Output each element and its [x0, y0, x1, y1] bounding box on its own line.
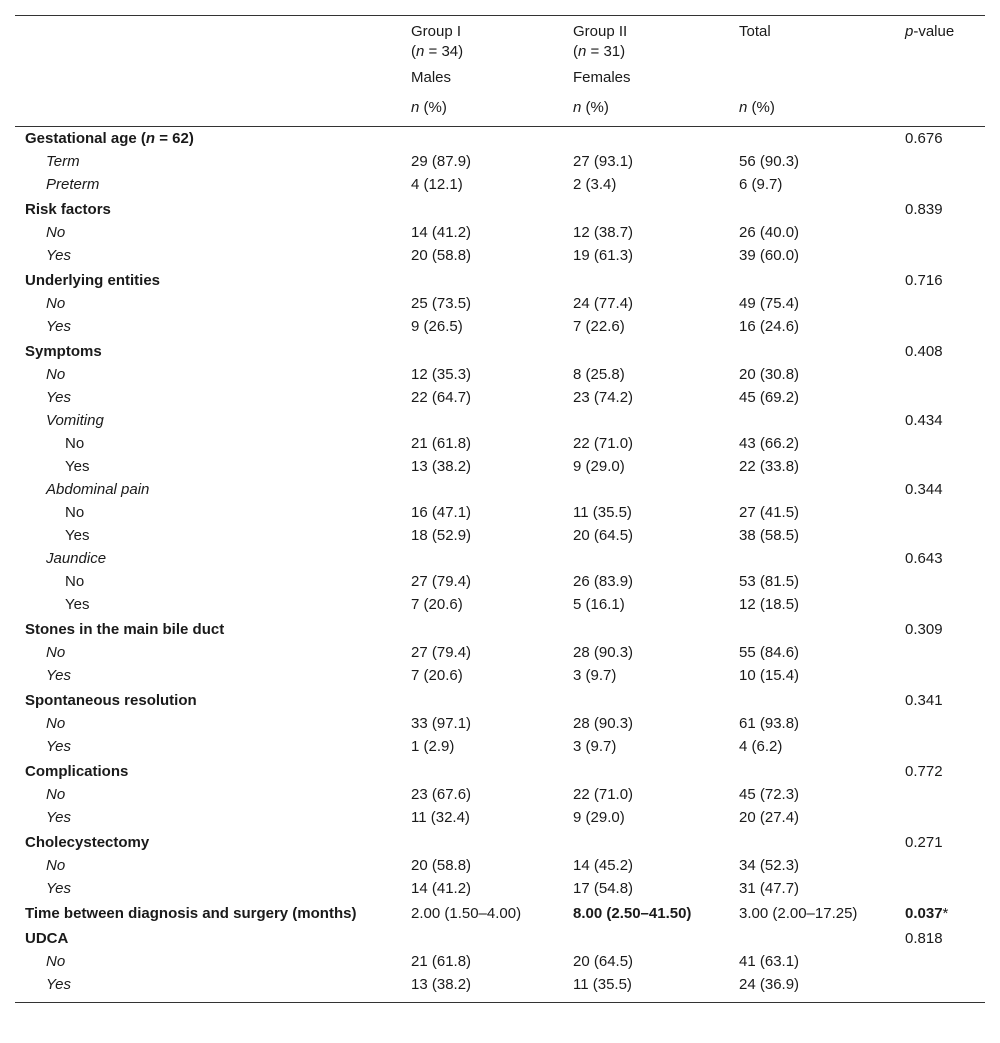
table-cell: 0.408	[905, 343, 943, 360]
table-cell: 18 (52.9)	[411, 527, 472, 544]
table-cell	[563, 411, 729, 434]
table-cell: 2 (3.4)	[573, 176, 617, 193]
header-group2: Group II (n = 31)	[563, 16, 729, 69]
table-cell	[401, 480, 563, 503]
table-cell: 12 (38.7)	[573, 224, 634, 241]
table-cell	[729, 127, 895, 153]
table-body	[15, 127, 985, 1003]
table-cell	[895, 434, 985, 457]
table-cell: Yes	[65, 527, 90, 544]
table-row	[15, 526, 985, 549]
table-row	[15, 666, 985, 689]
table-cell: 14 (41.2)	[411, 224, 472, 241]
table-cell	[729, 831, 895, 856]
table-cell: 13 (38.2)	[401, 975, 563, 1003]
table-cell	[563, 618, 729, 643]
table-cell	[729, 549, 895, 572]
header-group1: Group I (n = 34)	[401, 16, 563, 69]
header-group1-sub: Males	[411, 69, 452, 86]
table-cell: 26 (83.9)	[573, 573, 634, 590]
table-cell: 7 (20.6)	[411, 596, 463, 613]
header-group1-unit: n (%)	[401, 98, 563, 127]
table-header	[15, 16, 985, 127]
table-cell	[729, 689, 895, 714]
table-row	[15, 434, 985, 457]
table-row	[15, 223, 985, 246]
table-cell: 8.00 (2.50–41.50)	[573, 905, 692, 922]
table-cell: 17 (54.8)	[573, 880, 634, 897]
table-cell: Abdominal pain	[46, 481, 150, 498]
table-row	[15, 689, 985, 714]
table-cell: 16 (47.1)	[411, 504, 472, 521]
table-cell: 41 (63.1)	[739, 953, 800, 970]
table-row	[15, 952, 985, 975]
table-cell: Yes	[46, 318, 72, 335]
table-cell: 53 (81.5)	[739, 573, 800, 590]
data-table	[15, 15, 985, 1003]
table-row	[15, 198, 985, 223]
table-cell	[895, 317, 985, 340]
table-row	[15, 480, 985, 503]
table-cell: 28 (90.3)	[573, 715, 634, 732]
table-cell: 20 (64.5)	[573, 527, 634, 544]
header-pvalue: p-value	[895, 16, 985, 69]
table-cell: No	[46, 224, 66, 241]
table-cell: Time between diagnosis and surgery (months)	[25, 905, 357, 922]
table-cell: 12 (18.5)	[739, 596, 800, 613]
table-cell: Symptoms	[25, 343, 102, 360]
table-row	[15, 737, 985, 760]
table-row	[15, 340, 985, 365]
table-cell: 21 (61.8)	[411, 435, 472, 452]
table-cell: 19 (61.3)	[573, 247, 634, 264]
table-cell	[401, 549, 563, 572]
table-cell: Term	[46, 153, 80, 170]
table-cell: 9 (29.0)	[573, 809, 625, 826]
table-cell: 3 (9.7)	[573, 667, 617, 684]
table-cell	[895, 503, 985, 526]
table-row	[15, 714, 985, 737]
table-cell: 43 (66.2)	[739, 435, 800, 452]
header-group2-sub: Females	[573, 69, 631, 86]
table-cell: Yes	[65, 596, 90, 613]
table-cell	[895, 246, 985, 269]
table-cell: 0.434	[905, 412, 943, 429]
table-cell	[729, 480, 895, 503]
table-cell	[729, 760, 895, 785]
table-row	[15, 317, 985, 340]
table-cell: 14 (41.2)	[411, 880, 472, 897]
table-row	[15, 808, 985, 831]
table-cell	[729, 340, 895, 365]
table-cell: 28 (90.3)	[573, 644, 634, 661]
table-cell: 27 (41.5)	[739, 504, 800, 521]
table-cell: Risk factors	[25, 201, 111, 218]
table-cell: Underlying entities	[25, 272, 161, 289]
table-cell	[729, 618, 895, 643]
table-cell: 20 (30.8)	[739, 366, 800, 383]
table-cell: 9 (26.5)	[411, 318, 463, 335]
table-cell: 9 (29.0)	[573, 458, 625, 475]
table-row	[15, 503, 985, 526]
table-cell: 0.716	[905, 272, 943, 289]
table-cell	[895, 785, 985, 808]
table-cell: UDCA	[25, 930, 69, 947]
table-cell	[401, 927, 563, 952]
table-cell: 29 (87.9)	[411, 153, 472, 170]
table-cell	[401, 411, 563, 434]
table-cell: 22 (71.0)	[573, 786, 634, 803]
table-cell: 25 (73.5)	[411, 295, 472, 312]
table-cell: 21 (61.8)	[411, 953, 472, 970]
table-cell: 0.772	[905, 763, 943, 780]
table-cell: 22 (64.7)	[411, 389, 472, 406]
table-cell: No	[46, 715, 66, 732]
table-cell: 27 (93.1)	[573, 153, 634, 170]
table-cell	[729, 198, 895, 223]
table-cell	[895, 666, 985, 689]
table-cell: 31 (47.7)	[739, 880, 800, 897]
table-cell	[895, 294, 985, 317]
table-row	[15, 643, 985, 666]
table-cell: 45 (69.2)	[739, 389, 800, 406]
table-row	[15, 927, 985, 952]
table-cell	[895, 526, 985, 549]
table-cell	[895, 223, 985, 246]
table-cell	[729, 411, 895, 434]
table-cell: 8 (25.8)	[573, 366, 625, 383]
table-cell: 0.271	[905, 834, 943, 851]
table-cell: 5 (16.1)	[573, 596, 625, 613]
table-cell: No	[46, 366, 66, 383]
table-cell: 20 (64.5)	[573, 953, 634, 970]
table-row	[15, 246, 985, 269]
table-cell	[895, 457, 985, 480]
table-cell: 39 (60.0)	[739, 247, 800, 264]
table-cell: 7 (20.6)	[411, 667, 463, 684]
table-cell: 13 (38.2)	[411, 458, 472, 475]
table-cell: Yes	[46, 667, 72, 684]
table-row	[15, 294, 985, 317]
table-row	[15, 975, 985, 1003]
table-cell	[895, 952, 985, 975]
table-cell	[563, 127, 729, 153]
table-row	[15, 856, 985, 879]
table-cell	[401, 127, 563, 153]
table-cell: 11 (32.4)	[411, 809, 470, 826]
table-cell	[729, 68, 895, 98]
table-row	[15, 457, 985, 480]
table-row	[15, 388, 985, 411]
table-cell: 34 (52.3)	[739, 857, 800, 874]
table-cell: No	[46, 857, 66, 874]
table-cell	[401, 618, 563, 643]
table-cell: Spontaneous resolution	[25, 692, 197, 709]
table-row	[15, 831, 985, 856]
table-cell	[895, 98, 985, 127]
table-row	[15, 549, 985, 572]
table-cell	[401, 269, 563, 294]
table-cell: 2.00 (1.50–4.00)	[411, 905, 522, 922]
table-row	[15, 879, 985, 902]
table-cell: Yes	[46, 389, 72, 406]
table-cell: Yes	[65, 458, 90, 475]
table-cell: Preterm	[46, 176, 100, 193]
table-cell	[563, 831, 729, 856]
table-cell	[401, 831, 563, 856]
table-cell	[15, 98, 401, 127]
table-cell: 24 (36.9)	[729, 975, 895, 1003]
table-cell: 0.037*	[905, 905, 949, 922]
table-row	[15, 365, 985, 388]
table-cell: 23 (74.2)	[573, 389, 634, 406]
table-cell: Cholecystectomy	[25, 834, 150, 851]
table-cell: Complications	[25, 763, 129, 780]
table-cell	[895, 152, 985, 175]
table-row	[15, 152, 985, 175]
table-cell	[895, 388, 985, 411]
table-cell: 56 (90.3)	[739, 153, 800, 170]
table-cell: 0.341	[905, 692, 943, 709]
table-cell	[563, 760, 729, 785]
table-cell	[729, 269, 895, 294]
table-cell	[895, 643, 985, 666]
table-row	[15, 760, 985, 785]
table-cell: 4 (12.1)	[411, 176, 463, 193]
table-cell	[895, 879, 985, 902]
table-cell: 23 (67.6)	[411, 786, 472, 803]
table-cell: 61 (93.8)	[739, 715, 800, 732]
table-row	[15, 572, 985, 595]
table-cell	[563, 340, 729, 365]
table-cell: 12 (35.3)	[411, 366, 472, 383]
table-row	[15, 595, 985, 618]
table-cell	[895, 975, 985, 1003]
table-row	[15, 175, 985, 198]
table-cell	[895, 714, 985, 737]
table-cell	[895, 808, 985, 831]
table-cell: No	[46, 786, 66, 803]
table-cell	[895, 68, 985, 98]
table-cell: 3 (9.7)	[573, 738, 617, 755]
table-cell: 10 (15.4)	[739, 667, 800, 684]
table-cell: No	[65, 504, 85, 521]
table-cell: 3.00 (2.00–17.25)	[739, 905, 858, 922]
table-row	[15, 127, 985, 153]
table-cell: 14 (45.2)	[573, 857, 634, 874]
table-row	[15, 785, 985, 808]
table-cell	[563, 549, 729, 572]
table-cell: 45 (72.3)	[739, 786, 800, 803]
table-cell: 11 (35.5)	[573, 504, 632, 521]
table-cell	[563, 689, 729, 714]
table-cell	[15, 68, 401, 98]
table-row	[15, 411, 985, 434]
table-cell	[401, 340, 563, 365]
header-group2-unit: n (%)	[563, 98, 729, 127]
table-cell: 22 (33.8)	[739, 458, 800, 475]
table-cell	[401, 760, 563, 785]
table-cell	[563, 269, 729, 294]
table-cell: 55 (84.6)	[739, 644, 800, 661]
header-total: Total	[729, 16, 895, 69]
table-cell: 27 (79.4)	[411, 573, 472, 590]
table-cell: 7 (22.6)	[573, 318, 625, 335]
table-cell: Yes	[15, 975, 401, 1003]
table-cell	[895, 365, 985, 388]
table-cell	[895, 737, 985, 760]
header-total-unit: n (%)	[729, 98, 895, 127]
table-cell	[729, 927, 895, 952]
table-row	[15, 902, 985, 927]
table-cell	[563, 198, 729, 223]
table-cell	[895, 175, 985, 198]
table-cell: No	[65, 573, 85, 590]
table-cell: No	[46, 644, 66, 661]
table-cell: 11 (35.5)	[563, 975, 729, 1003]
table-cell: 24 (77.4)	[573, 295, 634, 312]
table-cell: No	[46, 953, 66, 970]
table-cell	[401, 689, 563, 714]
table-cell	[895, 856, 985, 879]
table-cell: Yes	[46, 809, 72, 826]
table-cell: 0.643	[905, 550, 943, 567]
table-cell: 0.818	[905, 930, 943, 947]
table-cell: No	[65, 435, 85, 452]
table-cell: 16 (24.6)	[739, 318, 800, 335]
table-cell: 20 (27.4)	[739, 809, 800, 826]
table-cell: 22 (71.0)	[573, 435, 634, 452]
table-cell: 38 (58.5)	[739, 527, 800, 544]
table-cell: 33 (97.1)	[411, 715, 472, 732]
table-cell: 27 (79.4)	[411, 644, 472, 661]
table-cell: 20 (58.8)	[411, 857, 472, 874]
table-cell: Yes	[46, 247, 72, 264]
table-cell: 49 (75.4)	[739, 295, 800, 312]
table-cell: 0.344	[905, 481, 943, 498]
table-cell: 4 (6.2)	[739, 738, 783, 755]
table-row	[15, 269, 985, 294]
table-cell: 0.676	[905, 130, 943, 147]
table-cell	[895, 572, 985, 595]
table-cell: 26 (40.0)	[739, 224, 800, 241]
table-cell: 1 (2.9)	[411, 738, 455, 755]
table-cell	[563, 927, 729, 952]
table-cell: Yes	[46, 880, 72, 897]
table-row	[15, 618, 985, 643]
table-cell: Gestational age (n = 62)	[25, 130, 194, 147]
table-cell	[895, 595, 985, 618]
table-cell: 6 (9.7)	[739, 176, 783, 193]
table-cell	[563, 480, 729, 503]
table-cell: Vomiting	[46, 412, 104, 429]
table-cell: No	[46, 295, 66, 312]
table-cell: Yes	[46, 738, 72, 755]
table-cell	[401, 198, 563, 223]
table-cell: 0.839	[905, 201, 943, 218]
header-blank	[15, 16, 401, 69]
table-cell: 20 (58.8)	[411, 247, 472, 264]
table-cell: Stones in the main bile duct	[25, 621, 225, 638]
table-cell: 0.309	[905, 621, 943, 638]
table-cell: Jaundice	[46, 550, 107, 567]
